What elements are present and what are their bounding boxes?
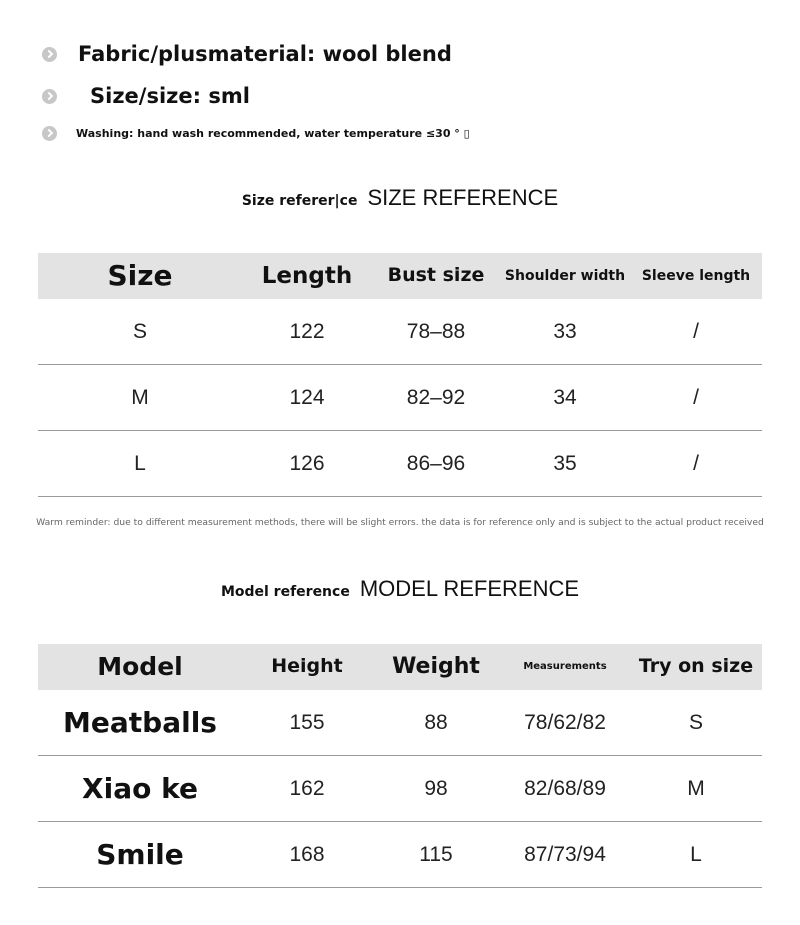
size-cell: M [38, 365, 242, 431]
size-cell: S [38, 299, 242, 365]
header-height: Height [242, 644, 372, 690]
size-reference-table [38, 253, 762, 497]
fabric-bullet [42, 42, 452, 66]
bust-cell: 82–92 [372, 365, 500, 431]
table-row [38, 431, 762, 497]
weight-cell: 115 [372, 822, 500, 888]
try-on-size-cell: M [630, 756, 762, 822]
weight-cell: 98 [372, 756, 500, 822]
header-sleeve-length: Sleeve length [630, 253, 762, 299]
size-text: Size/size: sml [90, 84, 250, 108]
table-row [38, 822, 762, 888]
header-try-on-size: Try on size [630, 644, 762, 690]
shoulder-cell: 35 [500, 431, 630, 497]
length-cell: 122 [242, 299, 372, 365]
chevron-right-circle-icon [42, 126, 57, 141]
size-cell: L [38, 431, 242, 497]
size-reference-title [0, 185, 800, 211]
measurements-cell: 78/62/82 [500, 690, 630, 756]
header-length: Length [242, 253, 372, 299]
table-row [38, 299, 762, 365]
try-on-size-cell: L [630, 822, 762, 888]
model-reference-title [0, 576, 800, 602]
model-table-header-row [38, 644, 762, 690]
table-row [38, 690, 762, 756]
table-row [38, 756, 762, 822]
model-name-cell: Meatballs [38, 690, 242, 756]
bust-cell: 78–88 [372, 299, 500, 365]
weight-cell: 88 [372, 690, 500, 756]
model-reference-table [38, 644, 762, 888]
sleeve-cell: / [630, 365, 762, 431]
header-shoulder-width: Shoulder width [500, 253, 630, 299]
warm-reminder-note: Warm reminder: due to different measurement methods, there will be slight errors. the data is for reference only and is subject to the actual product received [36, 517, 764, 528]
header-weight: Weight [372, 644, 500, 690]
bust-cell: 86–96 [372, 431, 500, 497]
height-cell: 168 [242, 822, 372, 888]
washing-text: Washing: hand wash recommended, water temperature ≤30 ° ▯ [76, 127, 470, 140]
height-cell: 162 [242, 756, 372, 822]
sleeve-cell: / [630, 299, 762, 365]
sleeve-cell: / [630, 431, 762, 497]
header-size: Size [38, 253, 242, 299]
model-reference-title-big: MODEL REFERENCE [359, 576, 580, 601]
measurements-cell: 87/73/94 [500, 822, 630, 888]
model-name-cell: Smile [38, 822, 242, 888]
model-name-cell: Xiao ke [38, 756, 242, 822]
chevron-right-circle-icon [42, 89, 57, 104]
length-cell: 126 [242, 431, 372, 497]
table-row [38, 365, 762, 431]
model-reference-title-small: Model reference [220, 584, 350, 600]
size-reference-title-big: SIZE REFERENCE [367, 185, 559, 210]
try-on-size-cell: S [630, 690, 762, 756]
shoulder-cell: 33 [500, 299, 630, 365]
chevron-right-circle-icon [42, 47, 57, 62]
size-table-header-row [38, 253, 762, 299]
header-bust-size: Bust size [372, 253, 500, 299]
fabric-text: Fabric/plusmaterial: wool blend [78, 42, 452, 66]
header-model: Model [38, 644, 242, 690]
header-measurements: Measurements [500, 644, 630, 690]
length-cell: 124 [242, 365, 372, 431]
shoulder-cell: 34 [500, 365, 630, 431]
size-bullet [42, 84, 250, 108]
washing-bullet [42, 126, 470, 141]
size-reference-title-small: Size referer|ce [241, 193, 358, 209]
measurements-cell: 82/68/89 [500, 756, 630, 822]
height-cell: 155 [242, 690, 372, 756]
